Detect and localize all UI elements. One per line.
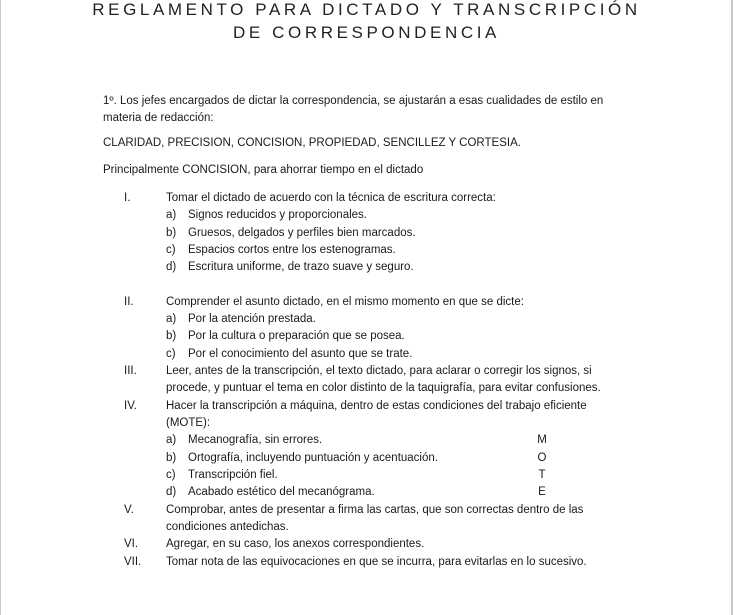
item-number: V. [124, 504, 134, 516]
item-number: VI. [124, 538, 139, 550]
sub-letter: a) [166, 313, 177, 325]
mote-letter: M [537, 434, 547, 446]
sub-text: Signos reducidos y proporcionales. [188, 209, 367, 221]
item-number: VII. [124, 556, 142, 568]
sub-text: Por la atención prestada. [188, 313, 316, 325]
item-text-line-1: Comprobar, antes de presentar a firma las cartas, que son correctas dentro de las [166, 504, 584, 516]
intro-paragraph-line-2: materia de redacción: [103, 112, 214, 124]
item-text-line-2: condiciones antedichas. [166, 521, 289, 533]
sub-text: Gruesos, delgados y perfiles bien marcados. [188, 227, 416, 239]
sub-letter: a) [166, 434, 177, 446]
sub-letter: d) [166, 486, 177, 498]
item-text: Tomar nota de las equivocaciones en que se incurra, para evitarlas en lo sucesivo. [166, 556, 587, 568]
item-number: I. [124, 192, 131, 204]
sub-text: Transcripción fiel. [188, 469, 278, 481]
sub-text: Ortografía, incluyendo puntuación y acentuación. [188, 452, 438, 464]
sub-text: Mecanografía, sin errores. [188, 434, 323, 446]
sub-text: Espacios cortos entre los estenogramas. [188, 244, 396, 256]
qualities-line: CLARIDAD, PRECISION, CONCISION, PROPIEDAD, SENCILLEZ Y CORTESIA. [103, 137, 521, 149]
sub-letter: b) [166, 227, 177, 239]
item-number: III. [124, 365, 137, 377]
sub-letter: c) [166, 469, 176, 481]
sub-letter: b) [166, 452, 177, 464]
document-title-line-1: REGLAMENTO PARA DICTADO Y TRANSCRIPCIÓN [92, 0, 641, 19]
principal-line: Principalmente CONCISION, para ahorrar tiempo en el dictado [103, 164, 424, 176]
page-left-edge [0, 0, 1, 615]
sub-letter: c) [166, 244, 176, 256]
item-number: II. [124, 296, 134, 308]
document-title-line-2: DE CORRESPONDENCIA [233, 23, 500, 42]
item-text-line-2: (MOTE): [166, 417, 211, 429]
mote-letter: O [537, 452, 547, 464]
mote-letter: E [538, 486, 546, 498]
sub-text: Por el conocimiento del asunto que se trate. [188, 348, 413, 360]
item-text-line-1: Hacer la transcripción a máquina, dentro de estas condiciones del trabajo eficiente [166, 400, 587, 412]
sub-letter: c) [166, 348, 176, 360]
sub-letter: a) [166, 209, 177, 221]
sub-letter: b) [166, 330, 177, 342]
item-text: Agregar, en su caso, los anexos correspondientes. [166, 538, 425, 550]
item-text: Comprender el asunto dictado, en el mismo momento en que se dicte: [166, 296, 524, 308]
item-text: Tomar el dictado de acuerdo con la técnica de escritura correcta: [166, 192, 496, 204]
sub-text: Acabado estético del mecanógrama. [188, 486, 375, 498]
item-number: IV. [124, 400, 138, 412]
sub-text: Por la cultura o preparación que se posea. [188, 330, 405, 342]
item-text-line-1: Leer, antes de la transcripción, el texto dictado, para aclarar o corregir los signos, si [166, 365, 592, 377]
mote-letter: T [538, 469, 546, 481]
sub-text: Escritura uniforme, de trazo suave y seguro. [188, 261, 414, 273]
item-text-line-2: procede, y puntuar el tema en color distinto de la taquigrafía, para evitar confusiones. [166, 382, 601, 394]
sub-letter: d) [166, 261, 177, 273]
intro-paragraph-line-1: 1º. Los jefes encargados de dictar la correspondencia, se ajustarán a esas cualidades de estilo en [103, 95, 604, 107]
